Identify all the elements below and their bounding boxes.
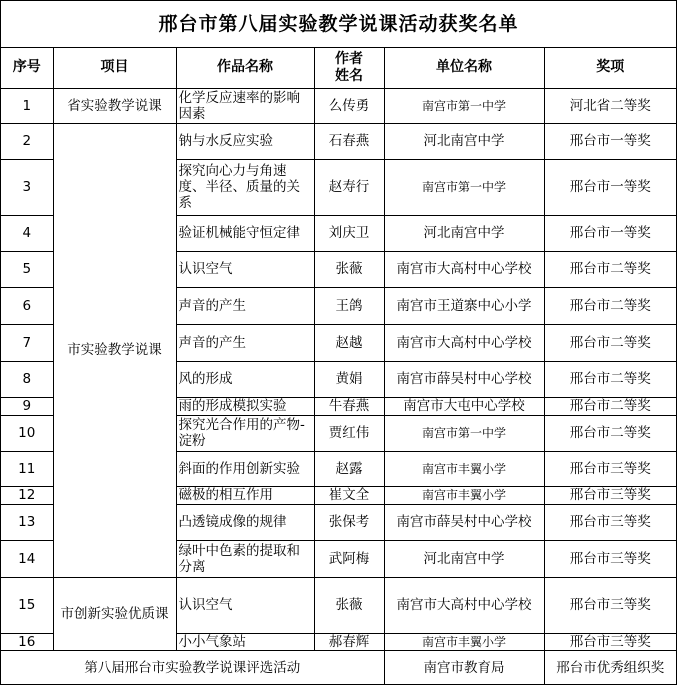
- author-name: 赵露: [314, 451, 384, 486]
- author-name: 黄娟: [314, 361, 384, 397]
- work-name: 磁极的相互作用: [176, 486, 314, 504]
- work-name: 探究光合作用的产物-淀粉: [176, 415, 314, 451]
- unit-name: 河北南宫中学: [384, 540, 544, 577]
- author-name: 赵寿行: [314, 159, 384, 215]
- work-name: 绿叶中色素的提取和分离: [176, 540, 314, 577]
- award-name: 邢台市二等奖: [544, 287, 676, 324]
- unit-name: 南宫市薛吴村中心学校: [384, 504, 544, 540]
- unit-name: 南宫市丰翼小学: [384, 486, 544, 504]
- row-no: 6: [1, 287, 53, 324]
- row-no: 15: [1, 577, 53, 633]
- project-cell: 市创新实验优质课: [53, 577, 176, 650]
- header-no: 序号: [1, 48, 53, 88]
- work-name: 验证机械能守恒定律: [176, 215, 314, 251]
- page-title: 邢台市第八届实验教学说课活动获奖名单: [1, 1, 676, 48]
- row-no: 7: [1, 324, 53, 361]
- award-name: 邢台市三等奖: [544, 451, 676, 486]
- header-author-line2: 姓名: [335, 67, 363, 84]
- row-no: 4: [1, 215, 53, 251]
- header-row: [1, 48, 676, 88]
- award-name: 河北省二等奖: [544, 88, 676, 123]
- work-name: 凸透镜成像的规律: [176, 504, 314, 540]
- footer-activity: 第八届邢台市实验教学说课评选活动: [1, 650, 384, 685]
- work-name: 小小气象站: [176, 633, 314, 650]
- award-name: 邢台市三等奖: [544, 504, 676, 540]
- work-name: 化学反应速率的影响因素: [176, 88, 314, 123]
- unit-name: 南宫市大屯中心学校: [384, 397, 544, 415]
- award-table: [1, 48, 676, 685]
- row-no: 12: [1, 486, 53, 504]
- unit-name: 南宫市第一中学: [384, 159, 544, 215]
- award-name: 邢台市二等奖: [544, 251, 676, 287]
- row-no: 9: [1, 397, 53, 415]
- header-unit: 单位名称: [384, 48, 544, 88]
- unit-name: 河北南宫中学: [384, 215, 544, 251]
- award-name: 邢台市一等奖: [544, 123, 676, 159]
- award-name: 邢台市三等奖: [544, 540, 676, 577]
- unit-name: 河北南宫中学: [384, 123, 544, 159]
- work-name: 声音的产生: [176, 287, 314, 324]
- author-name: 张保考: [314, 504, 384, 540]
- footer-row: [1, 650, 676, 685]
- table-row: [1, 577, 676, 633]
- header-author: [314, 48, 384, 88]
- header-author-line1: 作者: [335, 50, 363, 67]
- unit-name: 南宫市丰翼小学: [384, 451, 544, 486]
- author-name: 王鸽: [314, 287, 384, 324]
- unit-name: 南宫市第一中学: [384, 88, 544, 123]
- author-name: 么传勇: [314, 88, 384, 123]
- row-no: 11: [1, 451, 53, 486]
- row-no: 13: [1, 504, 53, 540]
- row-no: 16: [1, 633, 53, 650]
- work-name: 认识空气: [176, 251, 314, 287]
- unit-name: 南宫市大高村中心学校: [384, 577, 544, 633]
- row-no: 1: [1, 88, 53, 123]
- author-name: 张薇: [314, 251, 384, 287]
- award-name: 邢台市三等奖: [544, 633, 676, 650]
- award-name: 邢台市一等奖: [544, 159, 676, 215]
- row-no: 5: [1, 251, 53, 287]
- unit-name: 南宫市大高村中心学校: [384, 251, 544, 287]
- author-name: 郝春辉: [314, 633, 384, 650]
- author-name: 牛春燕: [314, 397, 384, 415]
- unit-name: 南宫市薛吴村中心学校: [384, 361, 544, 397]
- header-work: 作品名称: [176, 48, 314, 88]
- author-name: 刘庆卫: [314, 215, 384, 251]
- author-name: 贾红伟: [314, 415, 384, 451]
- row-no: 2: [1, 123, 53, 159]
- author-name: 武阿梅: [314, 540, 384, 577]
- header-project: 项目: [53, 48, 176, 88]
- project-cell: 市实验教学说课: [53, 123, 176, 577]
- author-name: 赵越: [314, 324, 384, 361]
- header-award: 奖项: [544, 48, 676, 88]
- table-row: [1, 123, 676, 159]
- award-name: 邢台市二等奖: [544, 324, 676, 361]
- row-no: 3: [1, 159, 53, 215]
- work-name: 认识空气: [176, 577, 314, 633]
- footer-award: 邢台市优秀组织奖: [544, 650, 676, 685]
- award-name: 邢台市二等奖: [544, 397, 676, 415]
- work-name: 雨的形成模拟实验: [176, 397, 314, 415]
- row-no: 10: [1, 415, 53, 451]
- project-cell: 省实验教学说课: [53, 88, 176, 123]
- unit-name: 南宫市第一中学: [384, 415, 544, 451]
- work-name: 声音的产生: [176, 324, 314, 361]
- award-name: 邢台市二等奖: [544, 415, 676, 451]
- work-name: 钠与水反应实验: [176, 123, 314, 159]
- unit-name: 南宫市丰翼小学: [384, 633, 544, 650]
- award-name: 邢台市一等奖: [544, 215, 676, 251]
- unit-name: 南宫市大高村中心学校: [384, 324, 544, 361]
- unit-name: 南宫市王道寨中心小学: [384, 287, 544, 324]
- author-name: 崔文全: [314, 486, 384, 504]
- footer-unit: 南宫市教育局: [384, 650, 544, 685]
- author-name: 石春燕: [314, 123, 384, 159]
- work-name: 风的形成: [176, 361, 314, 397]
- author-name: 张薇: [314, 577, 384, 633]
- award-name: 邢台市三等奖: [544, 486, 676, 504]
- work-name: 斜面的作用创新实验: [176, 451, 314, 486]
- award-name: 邢台市二等奖: [544, 361, 676, 397]
- row-no: 8: [1, 361, 53, 397]
- work-name: 探究向心力与角速度、半径、质量的关系: [176, 159, 314, 215]
- table-row: [1, 88, 676, 123]
- award-name: 邢台市三等奖: [544, 577, 676, 633]
- row-no: 14: [1, 540, 53, 577]
